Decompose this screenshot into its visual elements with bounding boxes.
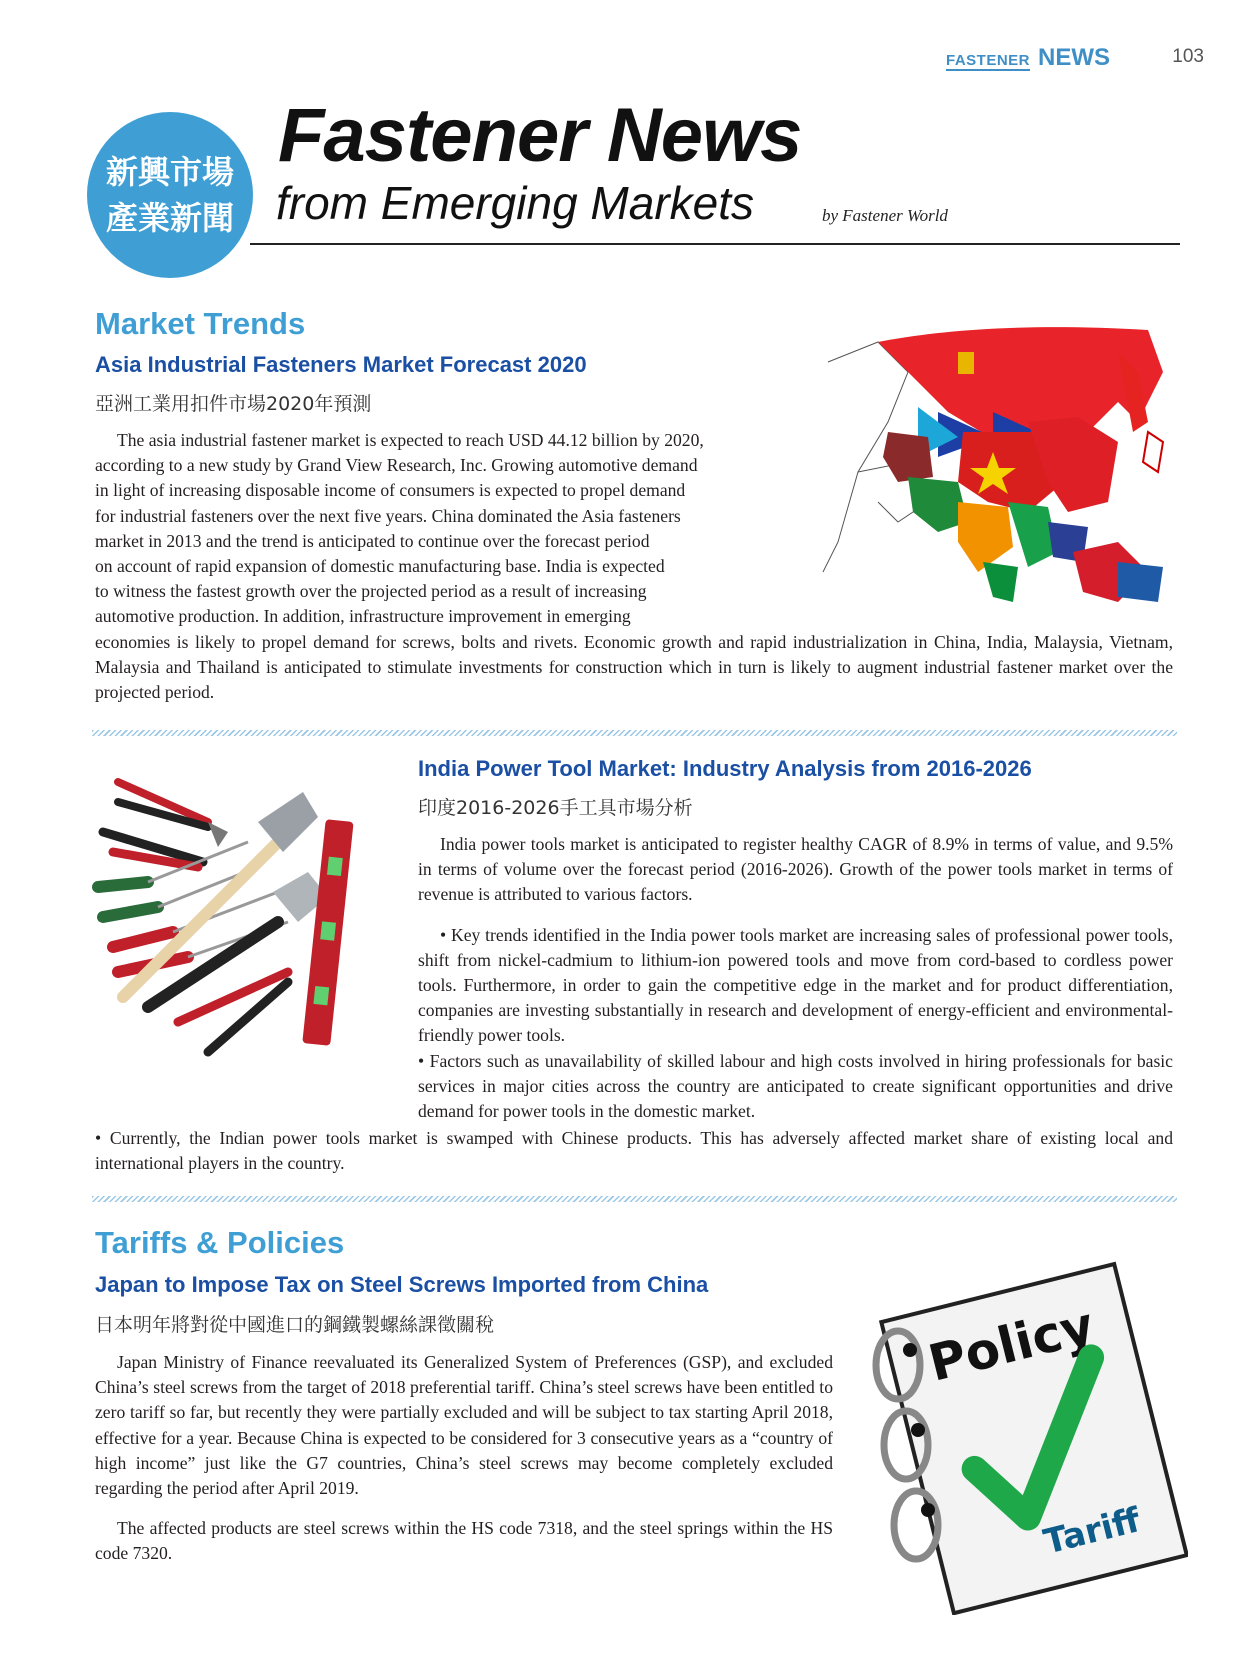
article-title-cn-japan-tax: 日本明年將對從中國進口的鋼鐵製螺絲課徵關稅 <box>95 1314 495 1336</box>
section-divider <box>92 1196 1177 1202</box>
policy-notebook-graphic <box>858 1255 1188 1615</box>
article-title-japan-tax: Japan to Impose Tax on Steel Screws Imported from China <box>95 1272 709 1297</box>
badge-line-2: 產業新聞 <box>105 199 234 237</box>
byline: by Fastener World <box>822 206 948 225</box>
article-asia-line: on account of rapid expansion of domestic manufacturing base. India is expected <box>95 556 665 577</box>
section-divider <box>92 730 1177 736</box>
article-title-india-power-tools: India Power Tool Market: Industry Analysis from 2016-2026 <box>418 756 1032 781</box>
article-asia-line: automotive production. In addition, infrastructure improvement in emerging <box>95 606 631 627</box>
article-india-power-tools-intro <box>418 832 1173 1124</box>
policy-notebook-image <box>858 1255 1188 1615</box>
page-subtitle: from Emerging Markets <box>276 177 755 229</box>
running-header <box>946 44 1110 72</box>
hand-tools-image <box>88 772 404 1092</box>
policy-word: Policy <box>923 1295 1100 1393</box>
article-asia-fasteners-intro <box>95 428 817 630</box>
asia-map-graphic <box>818 312 1170 612</box>
article-asia-fasteners-continuation: economies is likely to propel demand for screws, bolts and rivets. Economic growth and rapid industrialization in China, India, Malaysia, Vietnam, Malaysia and Thailand is anticipated to stimulate investments for construction which in turn is likely to augment industrial fastener market over the projected period. <box>95 632 1173 703</box>
article-india-bullet-3: • Currently, the Indian power tools market is swamped with Chinese products. This has adversely affected market share of existing local and international players in the country. <box>95 1128 1173 1174</box>
article-asia-line: The asia industrial fastener market is expected to reach USD 44.12 billion by 2020, <box>117 430 704 450</box>
badge-line-1: 新興市場 <box>105 153 234 191</box>
header-rule <box>250 243 1180 245</box>
article-japan-tax-body <box>95 1350 833 1567</box>
article-asia-line: in light of increasing disposable income of consumers is expected to propel demand <box>95 480 686 501</box>
page-number: 103 <box>1172 46 1204 67</box>
article-title-cn-asia-fasteners: 亞洲工業用扣件市場2020年預測 <box>95 393 372 415</box>
article-title-cn-india-power-tools: 印度2016-2026手工具市場分析 <box>418 797 693 819</box>
running-header-fastener: FASTENER <box>945 52 1030 69</box>
article-japan-para-1: Japan Ministry of Finance reevaluated its Generalized System of Preferences (GSP), and excluded China’s steel screws from the target of 2018 preferential tariff. China’s steel screws have been entitled to zero tariff so far, but recently they were partially excluded and will be subject to tax starting April 2018, effective for a year. Because China is expected to be considered for 3 consecutive years as a “country of high income” just like the G7 countries, China’s steel screws may become completely excluded regarding the period after April 2019. <box>95 1352 833 1499</box>
page-title: Fastener News <box>278 93 802 178</box>
section-badge <box>87 112 253 278</box>
section-heading-market-trends: Market Trends <box>95 306 306 341</box>
article-india-bullet-1: • Key trends identified in the India power tools market are increasing sales of professional power tools, shift from nickel-cadmium to lithium-ion powered tools and move from cord-based to cordless power tools. Furthermore, in order to gain the competitive edge in the market and for product differentiation, companies are investing substantially in research and development of energy-efficient and environmental-friendly power tools. <box>418 924 1173 1046</box>
running-header-news: NEWS <box>1038 44 1110 71</box>
article-asia-line: according to a new study by Grand View Research, Inc. Growing automotive demand <box>95 455 698 476</box>
tariff-word: Tariff <box>1039 1500 1145 1563</box>
article-india-bullet-2: • Factors such as unavailability of skilled labour and high costs involved in hiring professionals for basic services in major cities across the country are anticipated to create significant opportunities and drive demand for power tools in the domestic market. <box>418 1050 1173 1122</box>
hand-tools-graphic <box>88 772 404 1092</box>
asia-flag-map-image <box>818 312 1170 612</box>
section-heading-tariffs-policies: Tariffs & Policies <box>95 1225 345 1260</box>
article-japan-para-2: The affected products are steel screws within the HS code 7318, and the steel springs within the HS code 7320. <box>95 1518 833 1564</box>
article-asia-line: to witness the fastest growth over the projected period as a result of increasing <box>95 581 647 602</box>
article-title-asia-fasteners: Asia Industrial Fasteners Market Forecast 2020 <box>95 352 587 377</box>
article-asia-line: for industrial fasteners over the next five years. China dominated the Asia fasteners <box>95 505 681 526</box>
article-india-para-1: India power tools market is anticipated to register healthy CAGR of 8.9% in terms of value, and 9.5% in terms of volume over the forecast period (2016-2026). Growth of the power tools market in terms of revenue is attributed to various factors. <box>418 834 1173 905</box>
article-asia-line: market in 2013 and the trend is anticipated to continue over the forecast period <box>95 530 650 551</box>
